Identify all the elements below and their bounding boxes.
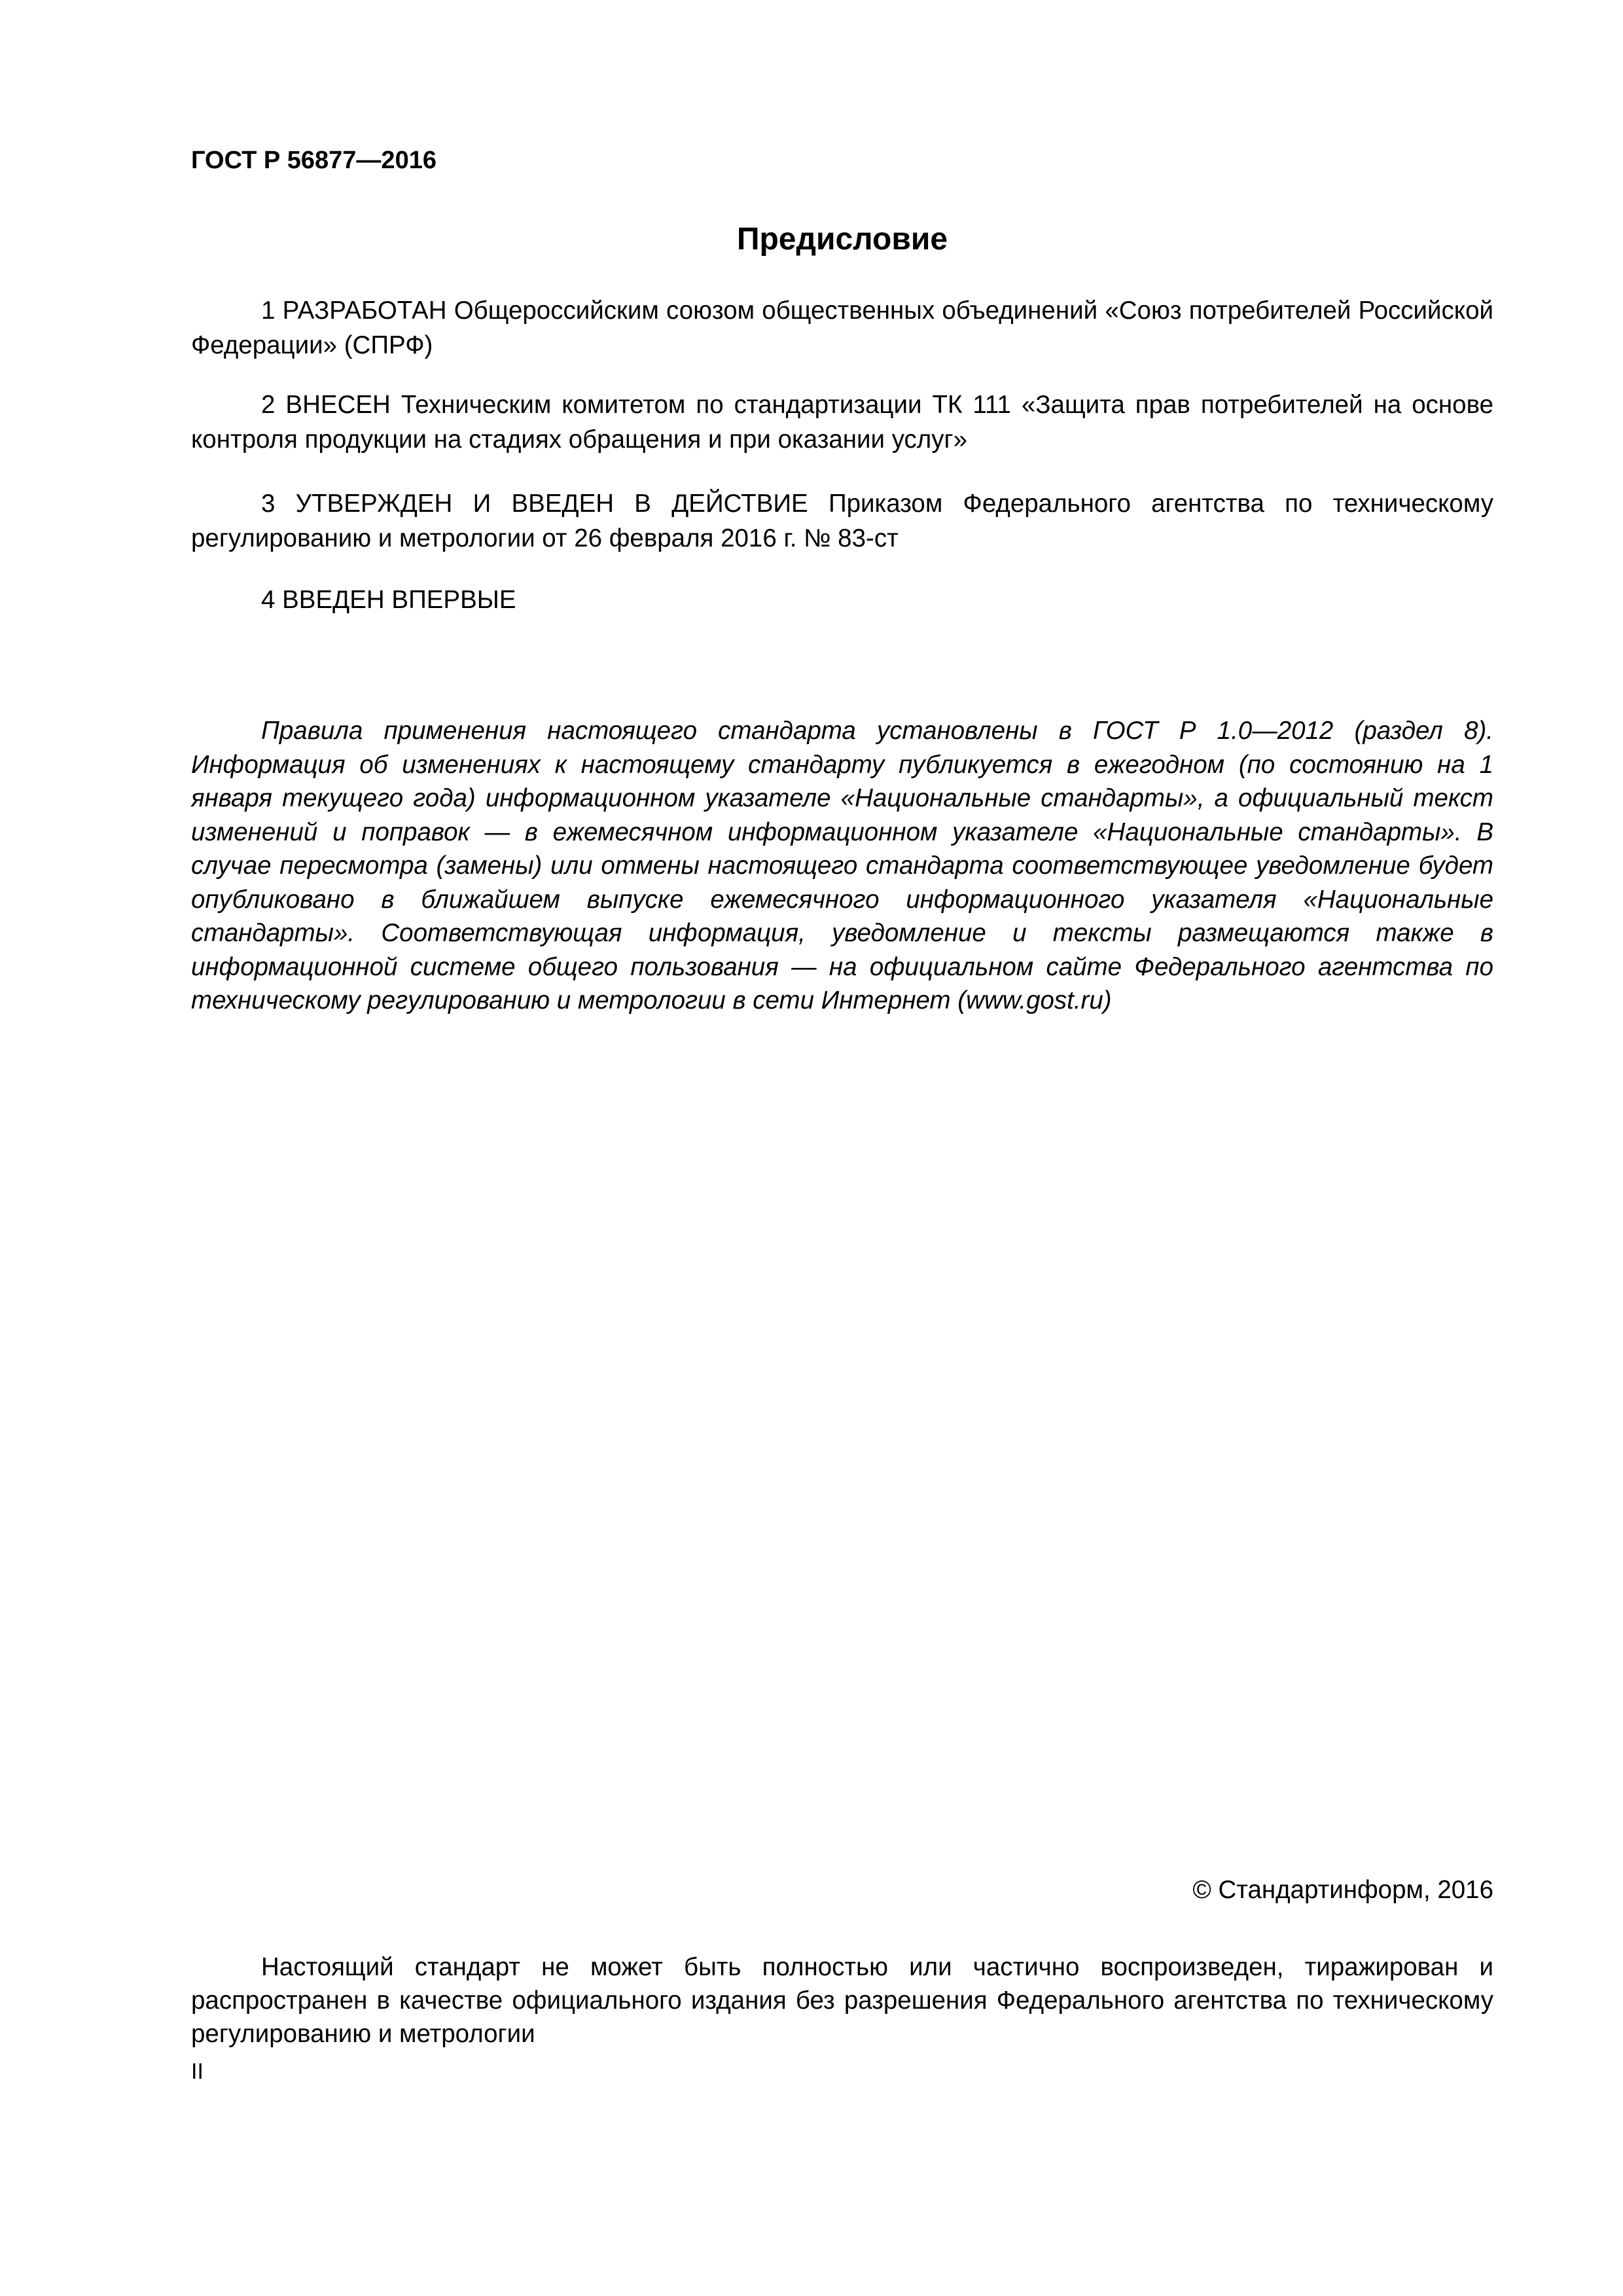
document-header: ГОСТ Р 56877—2016 — [191, 147, 437, 174]
application-rules-notice: Правила применения настоящего стандарта установлены в ГОСТ Р 1.0—2012 (раздел 8). Информация об изменениях к настоящему стандарту публикуется в ежегодном (по состоянию на 1 января текущего года) информационном указателе «Национальные стандарты», а официальный текст изменений и поправок — в ежемесячном информационном указателе «Национальные стандарты». В случае пересмотра (замены) или отмены настоящего стандарта соответствующее уведомление будет опубликовано в ближайшем выпуске ежемесячного информационного указателя «Национальные стандарты». Соответствующая информация, уведомление и тексты размещаются также в информационной системе общего пользования — на официальном сайте Федерального агентства по техническому регулированию и метрологии в сети Интернет (www.gost.ru) — [191, 717, 1493, 1014]
page-number: II — [191, 2059, 204, 2084]
reprint-restriction-notice: Настоящий стандарт не может быть полностью или частично воспроизведен, тиражирован и распространен в качестве официального издания без разрешения Федерального агентства по техническому регулированию и метрологии — [191, 1953, 1493, 2048]
foreword-item-introduced: 2 ВНЕСЕН Техническим комитетом по стандартизации ТК 111 «Защита прав потребителей на основе контроля продукции на стадиях обращения и при оказании услуг» — [191, 391, 1493, 454]
foreword-item-developed: 1 РАЗРАБОТАН Общероссийским союзом общественных объединений «Союз потребителей Российской Федерации» (СПРФ) — [191, 296, 1493, 359]
page-title: Предисловие — [736, 222, 948, 257]
foreword-item-first-introduced: 4 ВВЕДЕН ВПЕРВЫЕ — [261, 586, 516, 614]
foreword-item-approved: 3 УТВЕРЖДЕН И ВВЕДЕН В ДЕЙСТВИЕ Приказом Федерального агентства по техническому регулированию и метрологии от 26 февраля 2016 г. № 83-ст — [191, 490, 1493, 552]
copyright-line: © Стандартинформ, 2016 — [1192, 1876, 1493, 1904]
